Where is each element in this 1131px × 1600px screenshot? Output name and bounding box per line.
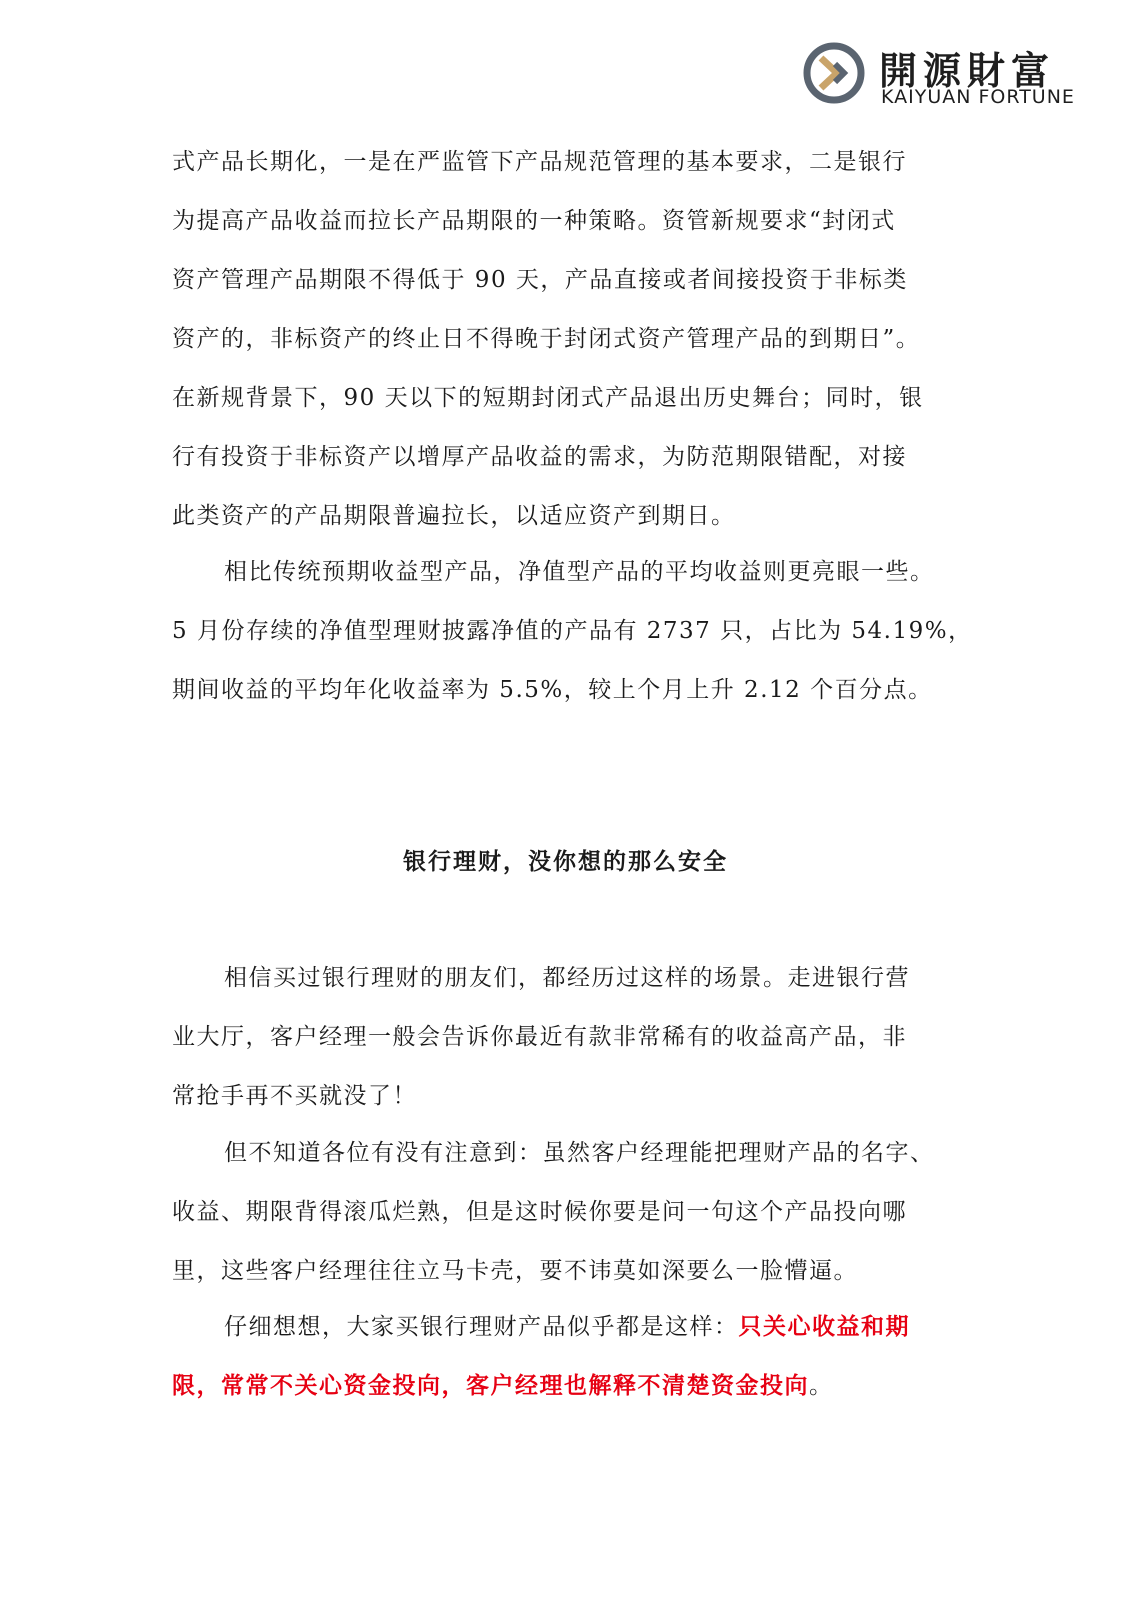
paragraph-notice: [172, 1124, 962, 1301]
highlight-text: 只关心收益和期: [738, 1314, 910, 1340]
plain-text: 仔细想想，大家买银行理财产品似乎都是这样：: [224, 1314, 739, 1340]
section-heading: 银行理财，没你想的那么安全: [403, 849, 728, 875]
text-line: 此类资产的产品期限普遍拉长，以适应资产到期日。: [172, 503, 736, 529]
paragraph-product-term: [172, 133, 962, 546]
paragraph-conclusion: [172, 1298, 962, 1416]
text-line: 资产管理产品期限不得低于 90 天，产品直接或者间接投资于非标类: [172, 267, 908, 293]
text-line: 常抢手再不买就没了！: [172, 1083, 417, 1109]
text-line: 收益、期限背得滚瓜烂熟，但是这时候你要是问一句这个产品投向哪: [172, 1199, 907, 1225]
text-line: 5 月份存续的净值型理财披露净值的产品有 2737 只，占比为 54.19%，: [172, 618, 973, 644]
text-line: 业大厅，客户经理一般会告诉你最近有款非常稀有的收益高产品，非: [172, 1024, 907, 1050]
text-line: 行有投资于非标资产以增厚产品收益的需求，为防范期限错配，对接: [172, 444, 907, 470]
text-line: 但不知道各位有没有注意到：虽然客户经理能把理财产品的名字、: [224, 1140, 935, 1166]
kaiyuan-logo-icon: [803, 42, 865, 104]
paragraph-scenario: [172, 949, 962, 1126]
text-line: 式产品长期化，一是在严监管下产品规范管理的基本要求，二是银行: [172, 149, 907, 175]
logo-chinese-name: 開源財富: [879, 49, 1056, 93]
text-line: 里，这些客户经理往往立马卡壳，要不讳莫如深要么一脸懵逼。: [172, 1258, 858, 1284]
text-line: 资产的，非标资产的终止日不得晚于封闭式资产管理产品的到期日”。: [172, 326, 921, 352]
text-line: [172, 1298, 962, 1357]
paragraph-net-value: [172, 543, 973, 720]
highlight-text: 限，常常不关心资金投向，客户经理也解释不清楚资金投向: [172, 1373, 809, 1399]
text-line: 相比传统预期收益型产品，净值型产品的平均收益则更亮眼一些。: [224, 559, 935, 585]
text-line: 在新规背景下，90 天以下的短期封闭式产品退出历史舞台；同时，银: [172, 385, 924, 411]
text-line: 相信买过银行理财的朋友们，都经历过这样的场景。走进银行营: [224, 965, 910, 991]
logo-english-name: KAIYUAN FORTUNE: [881, 86, 1075, 108]
text-line: 为提高产品收益而拉长产品期限的一种策略。资管新规要求“封闭式: [172, 208, 896, 234]
company-logo: [803, 40, 1093, 110]
text-line: [172, 1357, 962, 1416]
plain-text: 。: [809, 1373, 834, 1399]
text-line: 期间收益的平均年化收益率为 5.5%，较上个月上升 2.12 个百分点。: [172, 677, 933, 703]
